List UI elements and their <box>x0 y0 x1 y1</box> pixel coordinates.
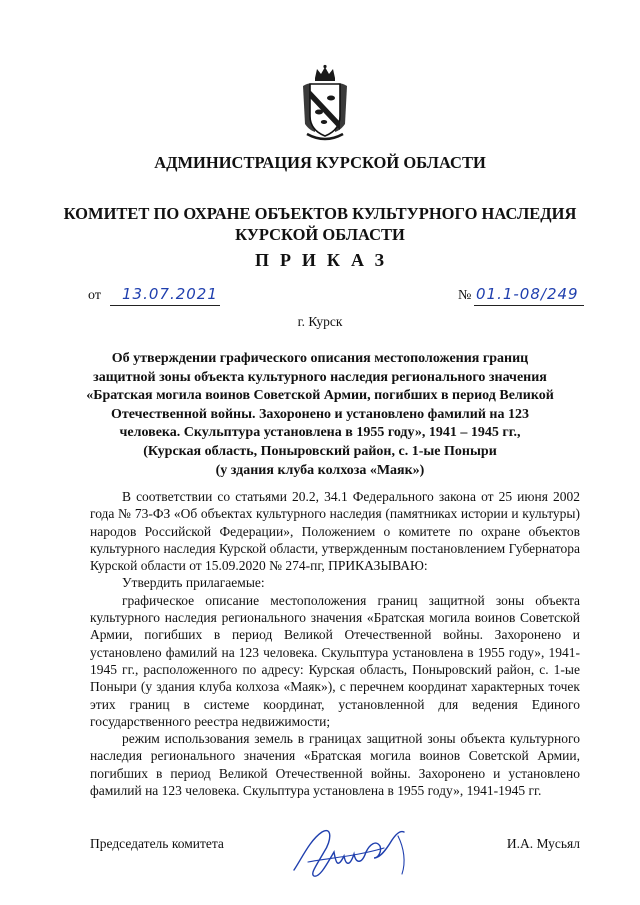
item1-paragraph: графическое описание местоположения границ защитной зоны объекта культурного наследия регионального значения «Братская могила воинов Советской Армии, погибших в период Великой Отечественной войны. Захоронено и установлено фамилий на 123 человека. Скульптура установлена в 1955 году», 1941-1945 гг., расположенного по адресу: Курская область, Поныровский район, с. 1-ые Поныри (у здания клуба колхоза «Маяк»), с перечнем координат характерных точек этих границ в системе координат, установленной для ведения Единого государственного реестра недвижимости; <box>90 592 580 729</box>
date-underline <box>110 305 220 306</box>
title-line: Отечественной войны. Захоронено и установлено фамилий на 123 <box>111 406 529 422</box>
item2-paragraph: режим использования земель в границах защитной зоны объекта культурного наследия регионального значения «Братская могила воинов Советской Армии, погибших в период Великой Отечественной войны. Захоронено и установлено фамилий на 123 человека. Скульптура установлена в 1955 году», 1941-1945 гг. <box>90 731 580 799</box>
document-type-heading: ПРИКАЗ <box>254 250 396 270</box>
committee-heading-line2: КУРСКОЙ ОБЛАСТИ <box>235 225 405 244</box>
signatory-position: Председатель комитета <box>90 836 224 851</box>
title-line: «Братская могила воинов Советской Армии, погибших в период Великой <box>86 388 554 404</box>
committee-heading-line1: КОМИТЕТ ПО ОХРАНЕ ОБЪЕКТОВ КУЛЬТУРНОГО НАСЛЕДИЯ <box>63 204 577 223</box>
handwritten-date: 13.07.2021 <box>122 285 218 303</box>
title-line: Об утверждении графического описания местоположения границ <box>111 351 529 366</box>
kursk-coat-of-arms-icon <box>299 64 351 142</box>
number-prefix: № <box>458 288 472 303</box>
committee-heading <box>0 203 640 245</box>
handwritten-signature-icon <box>288 818 428 882</box>
order-title <box>0 350 640 480</box>
preamble-paragraph: В соответствии со статьями 20.2, 34.1 Федерального закона от 25 июня 2002 года № 73-ФЗ «Об объектах культурного наследия (памятниках истории и культуры) народов Российской Федерации», Положением о комитете по охране объектов культурного наследия Курской области, утвержденным постановлением Губернатора Курской области от 15.09.2020 № 274-пг, ПРИКАЗЫВАЮ: <box>90 489 580 574</box>
date-number-row <box>88 284 584 308</box>
title-line: (у здания клуба колхоза «Маяк») <box>215 462 425 478</box>
number-underline <box>474 305 584 306</box>
approve-paragraph: Утвердить прилагаемые: <box>122 575 265 591</box>
date-prefix: от <box>88 288 101 303</box>
title-line: защитной зоны объекта культурного наследия регионального значения <box>93 369 547 385</box>
title-line: (Курская область, Поныровский район, с. 1-ые Поныри <box>143 443 497 459</box>
handwritten-number: 01.1-08/249 <box>476 285 579 303</box>
title-line: человека. Скульптура установлена в 1955 году», 1941 – 1945 гг., <box>119 425 521 441</box>
signatory-name: И.А. Мусьял <box>506 836 580 851</box>
city-line: г. Курск <box>297 314 343 329</box>
order-body <box>90 488 580 799</box>
administration-heading: АДМИНИСТРАЦИЯ КУРСКОЙ ОБЛАСТИ <box>154 153 486 172</box>
